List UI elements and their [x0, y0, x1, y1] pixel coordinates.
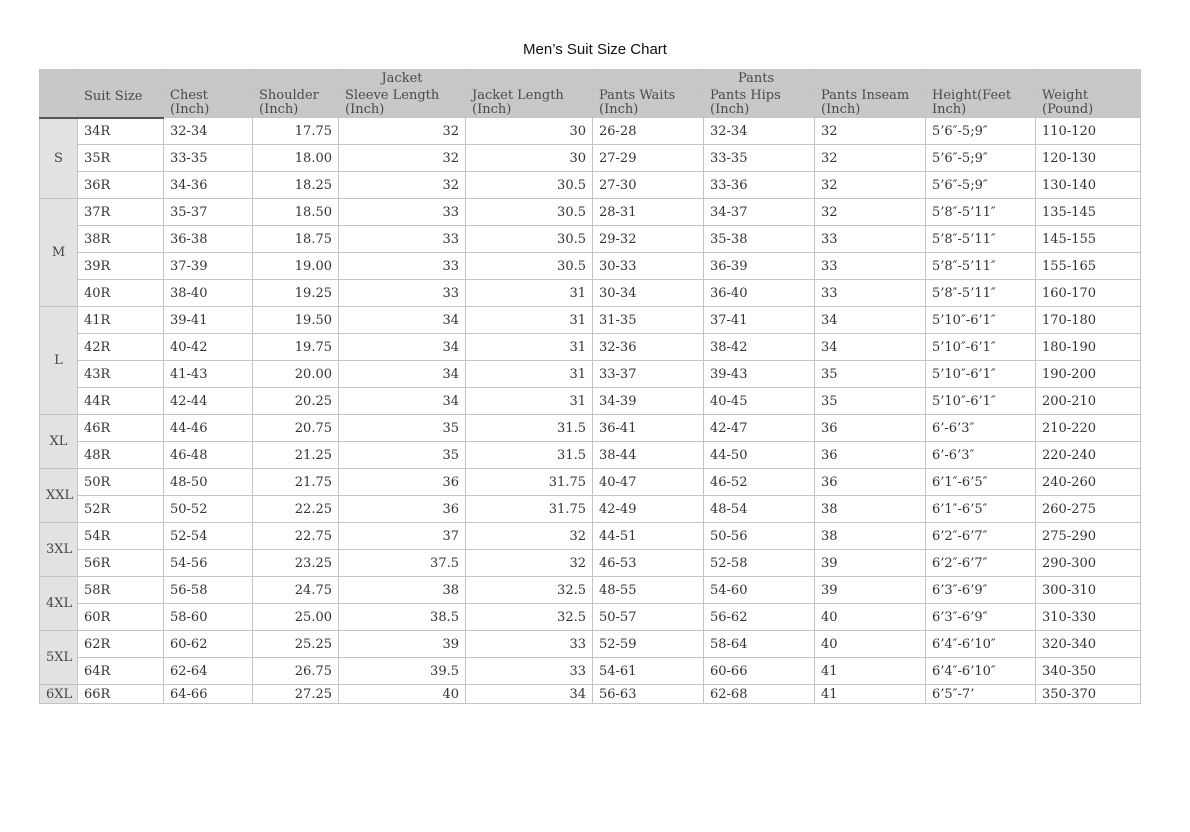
table-row: [40, 145, 1141, 172]
cell-sleeve-length: 33: [339, 280, 466, 307]
cell-jacket-length: 30.5: [466, 172, 593, 199]
cell-weight: 350-370: [1036, 685, 1141, 704]
cell-chest: 50-52: [164, 496, 253, 523]
header-chest: Chest (Inch): [164, 89, 253, 118]
header-blank-jacket-length: [466, 70, 593, 89]
cell-pants-hips: 60-66: [704, 658, 815, 685]
cell-jacket-length: 33: [466, 658, 593, 685]
cell-height: 6’5″-7’: [926, 685, 1036, 704]
cell-suit-size: 62R: [78, 631, 164, 658]
header-jacket-length: Jacket Length (Inch): [466, 89, 593, 118]
cell-sleeve-length: 33: [339, 199, 466, 226]
header-jacket-group: Jacket: [339, 70, 466, 89]
cell-shoulder: 23.25: [253, 550, 339, 577]
cell-pants-inseam: 38: [815, 523, 926, 550]
cell-suit-size: 64R: [78, 658, 164, 685]
cell-sleeve-length: 38: [339, 577, 466, 604]
cell-pants-hips: 48-54: [704, 496, 815, 523]
size-group-label: S: [40, 118, 78, 199]
cell-weight: 260-275: [1036, 496, 1141, 523]
table-header: [40, 70, 1141, 118]
chart-title: Men’s Suit Size Chart: [523, 41, 667, 58]
cell-pants-hips: 34-37: [704, 199, 815, 226]
cell-shoulder: 20.00: [253, 361, 339, 388]
cell-height: 5’6″-5;9″: [926, 145, 1036, 172]
cell-jacket-length: 30.5: [466, 226, 593, 253]
cell-suit-size: 34R: [78, 118, 164, 145]
cell-pants-waist: 31-35: [593, 307, 704, 334]
cell-chest: 52-54: [164, 523, 253, 550]
cell-pants-inseam: 33: [815, 253, 926, 280]
header-blank-inseam: [815, 70, 926, 89]
cell-pants-waist: 56-63: [593, 685, 704, 704]
cell-pants-hips: 40-45: [704, 388, 815, 415]
cell-pants-hips: 36-39: [704, 253, 815, 280]
cell-chest: 37-39: [164, 253, 253, 280]
cell-height: 5’10″-6’1″: [926, 388, 1036, 415]
table-row: [40, 523, 1141, 550]
cell-weight: 320-340: [1036, 631, 1141, 658]
cell-pants-waist: 27-30: [593, 172, 704, 199]
cell-pants-inseam: 33: [815, 280, 926, 307]
cell-shoulder: 24.75: [253, 577, 339, 604]
cell-chest: 62-64: [164, 658, 253, 685]
cell-weight: 160-170: [1036, 280, 1141, 307]
table-row: [40, 469, 1141, 496]
cell-pants-inseam: 36: [815, 442, 926, 469]
cell-chest: 33-35: [164, 145, 253, 172]
cell-weight: 290-300: [1036, 550, 1141, 577]
cell-height: 6’3″-6’9″: [926, 577, 1036, 604]
header-pants-group: Pants: [704, 70, 815, 89]
cell-weight: 240-260: [1036, 469, 1141, 496]
cell-pants-waist: 27-29: [593, 145, 704, 172]
cell-chest: 44-46: [164, 415, 253, 442]
cell-shoulder: 26.75: [253, 658, 339, 685]
cell-weight: 210-220: [1036, 415, 1141, 442]
cell-pants-waist: 29-32: [593, 226, 704, 253]
cell-sleeve-length: 34: [339, 361, 466, 388]
table-row: [40, 496, 1141, 523]
cell-sleeve-length: 32: [339, 145, 466, 172]
cell-pants-waist: 26-28: [593, 118, 704, 145]
cell-pants-hips: 38-42: [704, 334, 815, 361]
cell-height: 5’6″-5;9″: [926, 172, 1036, 199]
cell-suit-size: 36R: [78, 172, 164, 199]
cell-jacket-length: 30: [466, 145, 593, 172]
cell-suit-size: 46R: [78, 415, 164, 442]
cell-jacket-length: 31.5: [466, 442, 593, 469]
table-row: [40, 118, 1141, 145]
cell-pants-hips: 42-47: [704, 415, 815, 442]
cell-suit-size: 60R: [78, 604, 164, 631]
table-row: [40, 199, 1141, 226]
cell-chest: 56-58: [164, 577, 253, 604]
cell-pants-hips: 32-34: [704, 118, 815, 145]
cell-sleeve-length: 39: [339, 631, 466, 658]
header-suit-size: Suit Size: [78, 70, 164, 118]
cell-shoulder: 21.75: [253, 469, 339, 496]
table-row: [40, 415, 1141, 442]
table-body: [40, 118, 1141, 704]
cell-weight: 200-210: [1036, 388, 1141, 415]
cell-chest: 58-60: [164, 604, 253, 631]
cell-height: 5’10″-6’1″: [926, 307, 1036, 334]
table-row: [40, 442, 1141, 469]
cell-sleeve-length: 32: [339, 172, 466, 199]
cell-suit-size: 52R: [78, 496, 164, 523]
cell-suit-size: 44R: [78, 388, 164, 415]
cell-pants-hips: 52-58: [704, 550, 815, 577]
size-group-label: XXL: [40, 469, 78, 523]
cell-pants-inseam: 32: [815, 199, 926, 226]
cell-jacket-length: 33: [466, 631, 593, 658]
cell-pants-waist: 50-57: [593, 604, 704, 631]
cell-pants-inseam: 36: [815, 469, 926, 496]
header-blank-weight: [1036, 70, 1141, 89]
cell-weight: 180-190: [1036, 334, 1141, 361]
cell-height: 6’3″-6’9″: [926, 604, 1036, 631]
cell-shoulder: 20.75: [253, 415, 339, 442]
cell-chest: 36-38: [164, 226, 253, 253]
cell-pants-inseam: 38: [815, 496, 926, 523]
cell-jacket-length: 32: [466, 550, 593, 577]
cell-pants-inseam: 40: [815, 604, 926, 631]
cell-weight: 135-145: [1036, 199, 1141, 226]
size-group-label: L: [40, 307, 78, 415]
table-row: [40, 631, 1141, 658]
header-pants-inseam: Pants Inseam (Inch): [815, 89, 926, 118]
cell-pants-waist: 33-37: [593, 361, 704, 388]
header-blank-shoulder: [253, 70, 339, 89]
cell-pants-hips: 36-40: [704, 280, 815, 307]
cell-shoulder: 18.25: [253, 172, 339, 199]
cell-pants-inseam: 39: [815, 577, 926, 604]
header-weight: Weight (Pound): [1036, 89, 1141, 118]
cell-sleeve-length: 34: [339, 307, 466, 334]
cell-pants-hips: 56-62: [704, 604, 815, 631]
cell-pants-waist: 36-41: [593, 415, 704, 442]
cell-pants-waist: 42-49: [593, 496, 704, 523]
cell-chest: 38-40: [164, 280, 253, 307]
table-row: [40, 388, 1141, 415]
cell-suit-size: 54R: [78, 523, 164, 550]
cell-pants-inseam: 33: [815, 226, 926, 253]
table-row: [40, 280, 1141, 307]
cell-jacket-length: 34: [466, 685, 593, 704]
table-row: [40, 604, 1141, 631]
cell-shoulder: 18.75: [253, 226, 339, 253]
cell-weight: 300-310: [1036, 577, 1141, 604]
cell-pants-waist: 30-34: [593, 280, 704, 307]
cell-pants-inseam: 40: [815, 631, 926, 658]
cell-shoulder: 25.00: [253, 604, 339, 631]
cell-weight: 110-120: [1036, 118, 1141, 145]
cell-jacket-length: 31: [466, 307, 593, 334]
cell-chest: 32-34: [164, 118, 253, 145]
cell-jacket-length: 32: [466, 523, 593, 550]
cell-pants-inseam: 39: [815, 550, 926, 577]
cell-jacket-length: 30: [466, 118, 593, 145]
cell-shoulder: 18.50: [253, 199, 339, 226]
cell-pants-hips: 35-38: [704, 226, 815, 253]
cell-pants-inseam: 36: [815, 415, 926, 442]
cell-pants-waist: 28-31: [593, 199, 704, 226]
cell-pants-waist: 54-61: [593, 658, 704, 685]
table-row: [40, 334, 1141, 361]
cell-weight: 170-180: [1036, 307, 1141, 334]
cell-pants-inseam: 34: [815, 334, 926, 361]
cell-suit-size: 37R: [78, 199, 164, 226]
cell-pants-waist: 46-53: [593, 550, 704, 577]
cell-height: 6’4″-6’10″: [926, 658, 1036, 685]
table-row: [40, 172, 1141, 199]
cell-weight: 145-155: [1036, 226, 1141, 253]
cell-pants-hips: 33-35: [704, 145, 815, 172]
cell-weight: 220-240: [1036, 442, 1141, 469]
cell-shoulder: 18.00: [253, 145, 339, 172]
cell-shoulder: 17.75: [253, 118, 339, 145]
cell-chest: 60-62: [164, 631, 253, 658]
cell-chest: 34-36: [164, 172, 253, 199]
cell-sleeve-length: 33: [339, 226, 466, 253]
cell-height: 6’1″-6’5″: [926, 469, 1036, 496]
cell-suit-size: 56R: [78, 550, 164, 577]
cell-suit-size: 58R: [78, 577, 164, 604]
size-group-label: 6XL: [40, 685, 78, 704]
cell-weight: 310-330: [1036, 604, 1141, 631]
cell-sleeve-length: 35: [339, 442, 466, 469]
cell-suit-size: 41R: [78, 307, 164, 334]
cell-pants-inseam: 32: [815, 172, 926, 199]
cell-height: 5’10″-6’1″: [926, 361, 1036, 388]
cell-chest: 41-43: [164, 361, 253, 388]
cell-suit-size: 50R: [78, 469, 164, 496]
table-row: [40, 658, 1141, 685]
cell-shoulder: 20.25: [253, 388, 339, 415]
table-row: [40, 307, 1141, 334]
cell-jacket-length: 30.5: [466, 253, 593, 280]
cell-sleeve-length: 34: [339, 334, 466, 361]
cell-height: 6’-6’3″: [926, 442, 1036, 469]
cell-sleeve-length: 37: [339, 523, 466, 550]
cell-jacket-length: 31.5: [466, 415, 593, 442]
header-blank-chest: [164, 70, 253, 89]
cell-pants-hips: 46-52: [704, 469, 815, 496]
cell-pants-waist: 44-51: [593, 523, 704, 550]
cell-pants-inseam: 32: [815, 145, 926, 172]
cell-jacket-length: 31: [466, 334, 593, 361]
header-shoulder: Shoulder (Inch): [253, 89, 339, 118]
cell-pants-hips: 39-43: [704, 361, 815, 388]
size-group-label: 4XL: [40, 577, 78, 631]
table-row: [40, 577, 1141, 604]
cell-jacket-length: 31.75: [466, 469, 593, 496]
cell-pants-inseam: 34: [815, 307, 926, 334]
cell-pants-hips: 37-41: [704, 307, 815, 334]
cell-shoulder: 22.75: [253, 523, 339, 550]
cell-height: 6’2″-6’7″: [926, 550, 1036, 577]
cell-height: 6’-6’3″: [926, 415, 1036, 442]
cell-jacket-length: 31: [466, 280, 593, 307]
cell-height: 6’1″-6’5″: [926, 496, 1036, 523]
header-group-corner: [40, 70, 78, 118]
cell-weight: 275-290: [1036, 523, 1141, 550]
cell-weight: 120-130: [1036, 145, 1141, 172]
cell-pants-waist: 48-55: [593, 577, 704, 604]
cell-jacket-length: 31.75: [466, 496, 593, 523]
table-row: [40, 361, 1141, 388]
cell-height: 5’8″-5’11″: [926, 280, 1036, 307]
cell-suit-size: 42R: [78, 334, 164, 361]
cell-pants-hips: 58-64: [704, 631, 815, 658]
cell-jacket-length: 32.5: [466, 577, 593, 604]
header-height: Height(Feet Inch): [926, 89, 1036, 118]
cell-height: 5’6″-5;9″: [926, 118, 1036, 145]
cell-pants-hips: 54-60: [704, 577, 815, 604]
cell-height: 5’8″-5’11″: [926, 226, 1036, 253]
cell-sleeve-length: 34: [339, 388, 466, 415]
cell-pants-waist: 30-33: [593, 253, 704, 280]
cell-sleeve-length: 40: [339, 685, 466, 704]
table-row: [40, 226, 1141, 253]
cell-sleeve-length: 38.5: [339, 604, 466, 631]
cell-sleeve-length: 35: [339, 415, 466, 442]
cell-height: 5’10″-6’1″: [926, 334, 1036, 361]
cell-chest: 42-44: [164, 388, 253, 415]
cell-chest: 39-41: [164, 307, 253, 334]
cell-weight: 130-140: [1036, 172, 1141, 199]
cell-chest: 48-50: [164, 469, 253, 496]
cell-pants-waist: 34-39: [593, 388, 704, 415]
cell-pants-hips: 44-50: [704, 442, 815, 469]
cell-shoulder: 27.25: [253, 685, 339, 704]
cell-suit-size: 48R: [78, 442, 164, 469]
cell-pants-inseam: 35: [815, 388, 926, 415]
cell-sleeve-length: 33: [339, 253, 466, 280]
cell-jacket-length: 31: [466, 361, 593, 388]
cell-weight: 190-200: [1036, 361, 1141, 388]
cell-pants-inseam: 41: [815, 685, 926, 704]
cell-pants-inseam: 32: [815, 118, 926, 145]
cell-shoulder: 19.00: [253, 253, 339, 280]
size-group-label: XL: [40, 415, 78, 469]
cell-shoulder: 21.25: [253, 442, 339, 469]
cell-suit-size: 35R: [78, 145, 164, 172]
cell-height: 6’2″-6’7″: [926, 523, 1036, 550]
cell-pants-hips: 50-56: [704, 523, 815, 550]
cell-pants-inseam: 35: [815, 361, 926, 388]
cell-suit-size: 43R: [78, 361, 164, 388]
cell-pants-waist: 40-47: [593, 469, 704, 496]
cell-jacket-length: 32.5: [466, 604, 593, 631]
cell-sleeve-length: 36: [339, 469, 466, 496]
table-row: [40, 685, 1141, 704]
cell-weight: 340-350: [1036, 658, 1141, 685]
cell-height: 5’8″-5’11″: [926, 199, 1036, 226]
cell-shoulder: 19.25: [253, 280, 339, 307]
header-blank-height: [926, 70, 1036, 89]
cell-weight: 155-165: [1036, 253, 1141, 280]
cell-sleeve-length: 39.5: [339, 658, 466, 685]
cell-shoulder: 22.25: [253, 496, 339, 523]
cell-chest: 54-56: [164, 550, 253, 577]
cell-sleeve-length: 37.5: [339, 550, 466, 577]
table-row: [40, 253, 1141, 280]
size-group-label: M: [40, 199, 78, 307]
table-row: [40, 550, 1141, 577]
size-chart-table: [39, 69, 1141, 704]
cell-shoulder: 25.25: [253, 631, 339, 658]
header-sleeve-length: Sleeve Length (Inch): [339, 89, 466, 118]
cell-chest: 40-42: [164, 334, 253, 361]
cell-shoulder: 19.50: [253, 307, 339, 334]
cell-height: 6’4″-6’10″: [926, 631, 1036, 658]
cell-pants-hips: 62-68: [704, 685, 815, 704]
header-pants-waist: Pants Waits (Inch): [593, 89, 704, 118]
cell-chest: 35-37: [164, 199, 253, 226]
cell-pants-waist: 52-59: [593, 631, 704, 658]
cell-pants-inseam: 41: [815, 658, 926, 685]
cell-suit-size: 38R: [78, 226, 164, 253]
cell-jacket-length: 31: [466, 388, 593, 415]
size-group-label: 3XL: [40, 523, 78, 577]
cell-pants-waist: 32-36: [593, 334, 704, 361]
cell-suit-size: 40R: [78, 280, 164, 307]
cell-suit-size: 66R: [78, 685, 164, 704]
header-blank-waist: [593, 70, 704, 89]
cell-sleeve-length: 32: [339, 118, 466, 145]
size-group-label: 5XL: [40, 631, 78, 685]
cell-suit-size: 39R: [78, 253, 164, 280]
cell-jacket-length: 30.5: [466, 199, 593, 226]
cell-pants-hips: 33-36: [704, 172, 815, 199]
cell-height: 5’8″-5’11″: [926, 253, 1036, 280]
header-pants-hips: Pants Hips (Inch): [704, 89, 815, 118]
cell-sleeve-length: 36: [339, 496, 466, 523]
cell-chest: 64-66: [164, 685, 253, 704]
cell-chest: 46-48: [164, 442, 253, 469]
cell-pants-waist: 38-44: [593, 442, 704, 469]
cell-shoulder: 19.75: [253, 334, 339, 361]
